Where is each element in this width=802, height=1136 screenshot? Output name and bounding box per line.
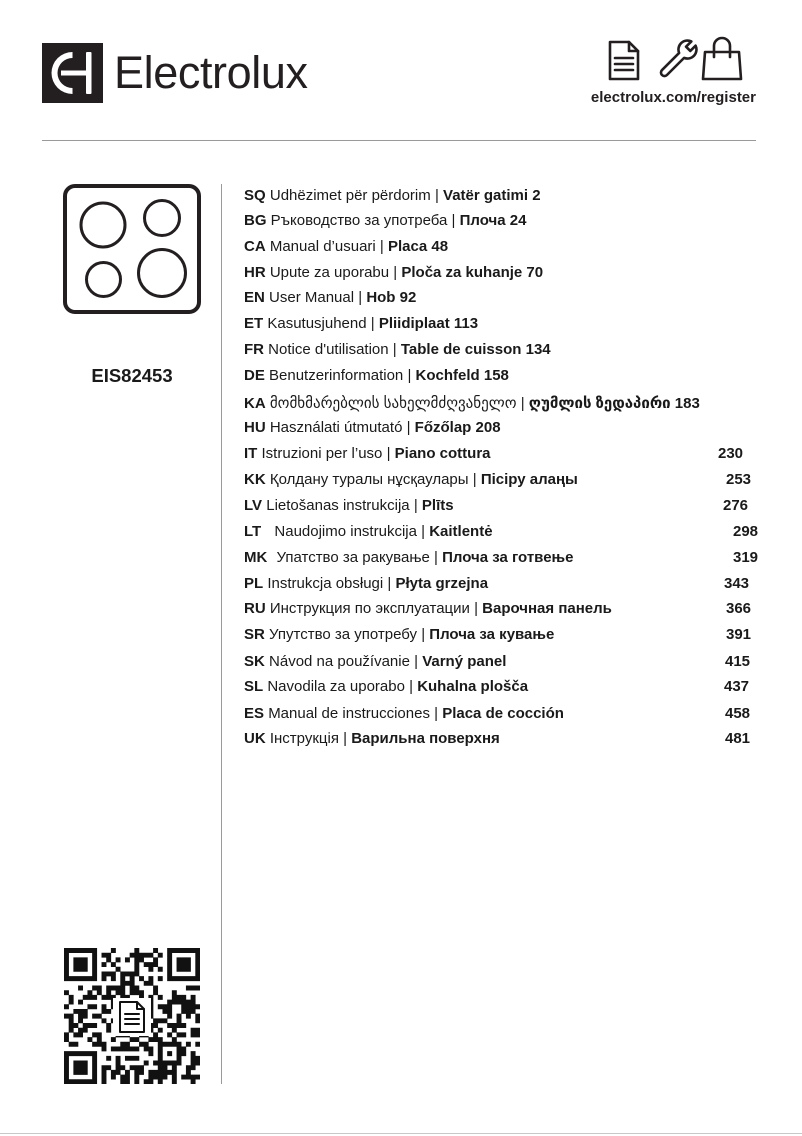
manual-entry-kk <box>244 470 752 490</box>
product-name: Ploča za kuhanje <box>401 264 523 281</box>
manual-entry-ru <box>244 599 752 619</box>
manual-entry-lt <box>244 522 759 542</box>
manual-entry-et <box>244 314 478 334</box>
separator: | <box>414 653 419 670</box>
header-divider <box>42 140 756 141</box>
language-code: SQ <box>244 187 266 204</box>
manual-title: Navodila za uporabo <box>267 678 405 695</box>
separator: | <box>472 471 477 488</box>
language-code: BG <box>244 212 267 229</box>
manual-title: Manual d’usuari <box>269 238 376 255</box>
page-number: 276 <box>723 497 749 514</box>
manual-title: Инструкция по эксплуатации <box>269 600 470 617</box>
shopping-bag-icon <box>701 34 743 82</box>
page-number: 366 <box>726 600 752 617</box>
page-number: 158 <box>483 367 509 384</box>
manual-title: User Manual <box>269 289 355 306</box>
page-number: 437 <box>724 678 750 695</box>
page-number: 113 <box>453 315 479 332</box>
language-code: IT <box>244 445 258 462</box>
separator: | <box>434 705 439 722</box>
product-name: ღუმლის ზედაპირი <box>528 395 671 412</box>
manual-entry-ca <box>244 237 448 257</box>
page-number: 208 <box>475 419 501 436</box>
product-name: Пісіру алаңы <box>480 471 578 488</box>
document-icon <box>607 39 641 82</box>
separator: | <box>387 575 392 592</box>
page-number: 481 <box>725 730 751 747</box>
language-code: EN <box>244 289 265 306</box>
page-number: 319 <box>733 549 759 566</box>
manual-title: Ръководство за употреба <box>270 212 448 229</box>
product-name: Főzőlap <box>414 419 472 436</box>
separator: | <box>421 523 426 540</box>
cooking-zone-icon <box>87 263 121 297</box>
manual-entry-mk <box>244 548 759 568</box>
separator: | <box>370 315 375 332</box>
manual-title: Қолдану туралы нұсқаулары <box>269 471 469 488</box>
product-name: Plīts <box>421 497 454 514</box>
manual-entry-fr <box>244 340 551 360</box>
manual-title: Návod na používanie <box>269 653 410 670</box>
model-number: EIS82453 <box>91 365 173 386</box>
page-number: 253 <box>726 471 752 488</box>
manual-entry-hr <box>244 263 543 283</box>
manual-title: Manual de instrucciones <box>268 705 430 722</box>
manual-title: Інструкція <box>269 730 339 747</box>
wrench-icon <box>656 39 698 81</box>
manual-entry-sq <box>244 186 541 206</box>
manual-entry-ka <box>244 394 700 414</box>
product-name: Piano cottura <box>394 445 491 462</box>
manual-entry-sk <box>244 652 751 672</box>
manual-title: Naudojimo instrukcija <box>274 523 417 540</box>
product-name: Варильна поверхня <box>351 730 500 747</box>
hob-icon <box>62 183 202 315</box>
brand-name: Electrolux <box>114 47 308 98</box>
manual-title: Упатство за ракување <box>276 549 430 566</box>
manual-entry-en <box>244 288 416 308</box>
product-name: Плоча за кување <box>429 626 555 643</box>
product-name: Placa <box>388 238 428 255</box>
register-url: electrolux.com/register <box>590 89 756 106</box>
language-code: SK <box>244 653 265 670</box>
page-number: 2 <box>532 187 541 204</box>
language-code: LV <box>244 497 263 514</box>
product-name: Hob <box>366 289 396 306</box>
manual-entry-es <box>244 704 751 724</box>
language-code: MK <box>244 549 268 566</box>
separator: | <box>434 549 438 566</box>
separator: | <box>393 264 398 281</box>
separator: | <box>409 678 414 695</box>
page-number: 230 <box>718 445 744 462</box>
product-name: Płyta grzejna <box>395 575 489 592</box>
manual-title: მომხმარებლის სახელმძღვანელო <box>269 395 517 412</box>
separator: | <box>421 626 426 643</box>
product-name: Kuhalna plošča <box>417 678 529 695</box>
page-number: 415 <box>725 653 751 670</box>
page-number: 183 <box>674 395 700 412</box>
language-code: ES <box>244 705 265 722</box>
manual-entry-de <box>244 366 509 386</box>
separator: | <box>358 289 363 306</box>
product-name: Kaitlentė <box>429 523 493 540</box>
manual-entry-hu <box>244 418 501 438</box>
page-number: 391 <box>726 626 752 643</box>
page-number: 343 <box>724 575 750 592</box>
separator: | <box>406 419 411 436</box>
page-number: 70 <box>526 264 544 281</box>
page-number: 48 <box>431 238 449 255</box>
separator: | <box>474 600 478 617</box>
page-number: 298 <box>733 523 759 540</box>
language-code: UK <box>244 730 266 747</box>
manual-title: Упутство за употребу <box>269 626 418 643</box>
product-name: Vatër gatimi <box>443 187 529 204</box>
language-code: KA <box>244 395 266 412</box>
manual-entry-it <box>244 444 744 464</box>
page-number: 92 <box>399 289 417 306</box>
language-code: SL <box>244 678 264 695</box>
manual-title: Benutzerinformation <box>269 367 404 384</box>
separator: | <box>407 367 412 384</box>
product-name: Kochfeld <box>415 367 480 384</box>
language-code: PL <box>244 575 264 592</box>
manual-entry-pl <box>244 574 750 594</box>
language-code: KK <box>244 471 266 488</box>
manual-title: Lietošanas instrukcija <box>266 497 410 514</box>
product-name: Varný panel <box>422 653 507 670</box>
manual-title: Istruzioni per l’uso <box>261 445 383 462</box>
language-code: HU <box>244 419 266 436</box>
manual-title: Udhëzimet për përdorim <box>269 187 431 204</box>
electrolux-logo-icon <box>42 43 103 103</box>
manual-entry-sr <box>244 625 752 645</box>
language-code: FR <box>244 341 264 358</box>
language-code: HR <box>244 264 266 281</box>
language-code: ET <box>244 315 264 332</box>
product-name: Плоча за готвење <box>442 549 574 566</box>
cooking-zone-icon <box>139 250 186 297</box>
separator: | <box>520 395 525 412</box>
manual-title: Használati útmutató <box>269 419 403 436</box>
separator: | <box>386 445 391 462</box>
separator: | <box>413 497 418 514</box>
qr-code <box>64 948 200 1084</box>
separator: | <box>392 341 397 358</box>
language-code: CA <box>244 238 266 255</box>
page-number: 24 <box>509 212 527 229</box>
product-name: Pliidiplaat <box>378 315 450 332</box>
product-name: Плоча <box>459 212 506 229</box>
manual-title: Instrukcja obsługi <box>267 575 384 592</box>
column-divider <box>221 184 222 1084</box>
product-name: Варочная панель <box>482 600 612 617</box>
page-bottom-edge <box>0 1133 802 1134</box>
language-code: LT <box>244 523 262 540</box>
manual-entry-sl <box>244 677 750 697</box>
manual-title: Kasutusjuhend <box>267 315 367 332</box>
manual-entry-bg <box>244 211 526 231</box>
manual-entry-uk <box>244 729 751 749</box>
cooking-zone-icon <box>145 201 180 236</box>
product-name: Placa de cocción <box>442 705 564 722</box>
product-name: Table de cuisson <box>400 341 522 358</box>
manual-title: Upute za uporabu <box>269 264 390 281</box>
separator: | <box>343 730 348 747</box>
separator: | <box>379 238 384 255</box>
language-code: DE <box>244 367 265 384</box>
cooking-zone-icon <box>81 203 125 247</box>
language-code: SR <box>244 626 265 643</box>
page-number: 458 <box>725 705 751 722</box>
manual-entry-lv <box>244 496 749 516</box>
separator: | <box>434 187 439 204</box>
language-code: RU <box>244 600 266 617</box>
separator: | <box>451 212 456 229</box>
manual-title: Notice d'utilisation <box>268 341 389 358</box>
page-number: 134 <box>525 341 551 358</box>
